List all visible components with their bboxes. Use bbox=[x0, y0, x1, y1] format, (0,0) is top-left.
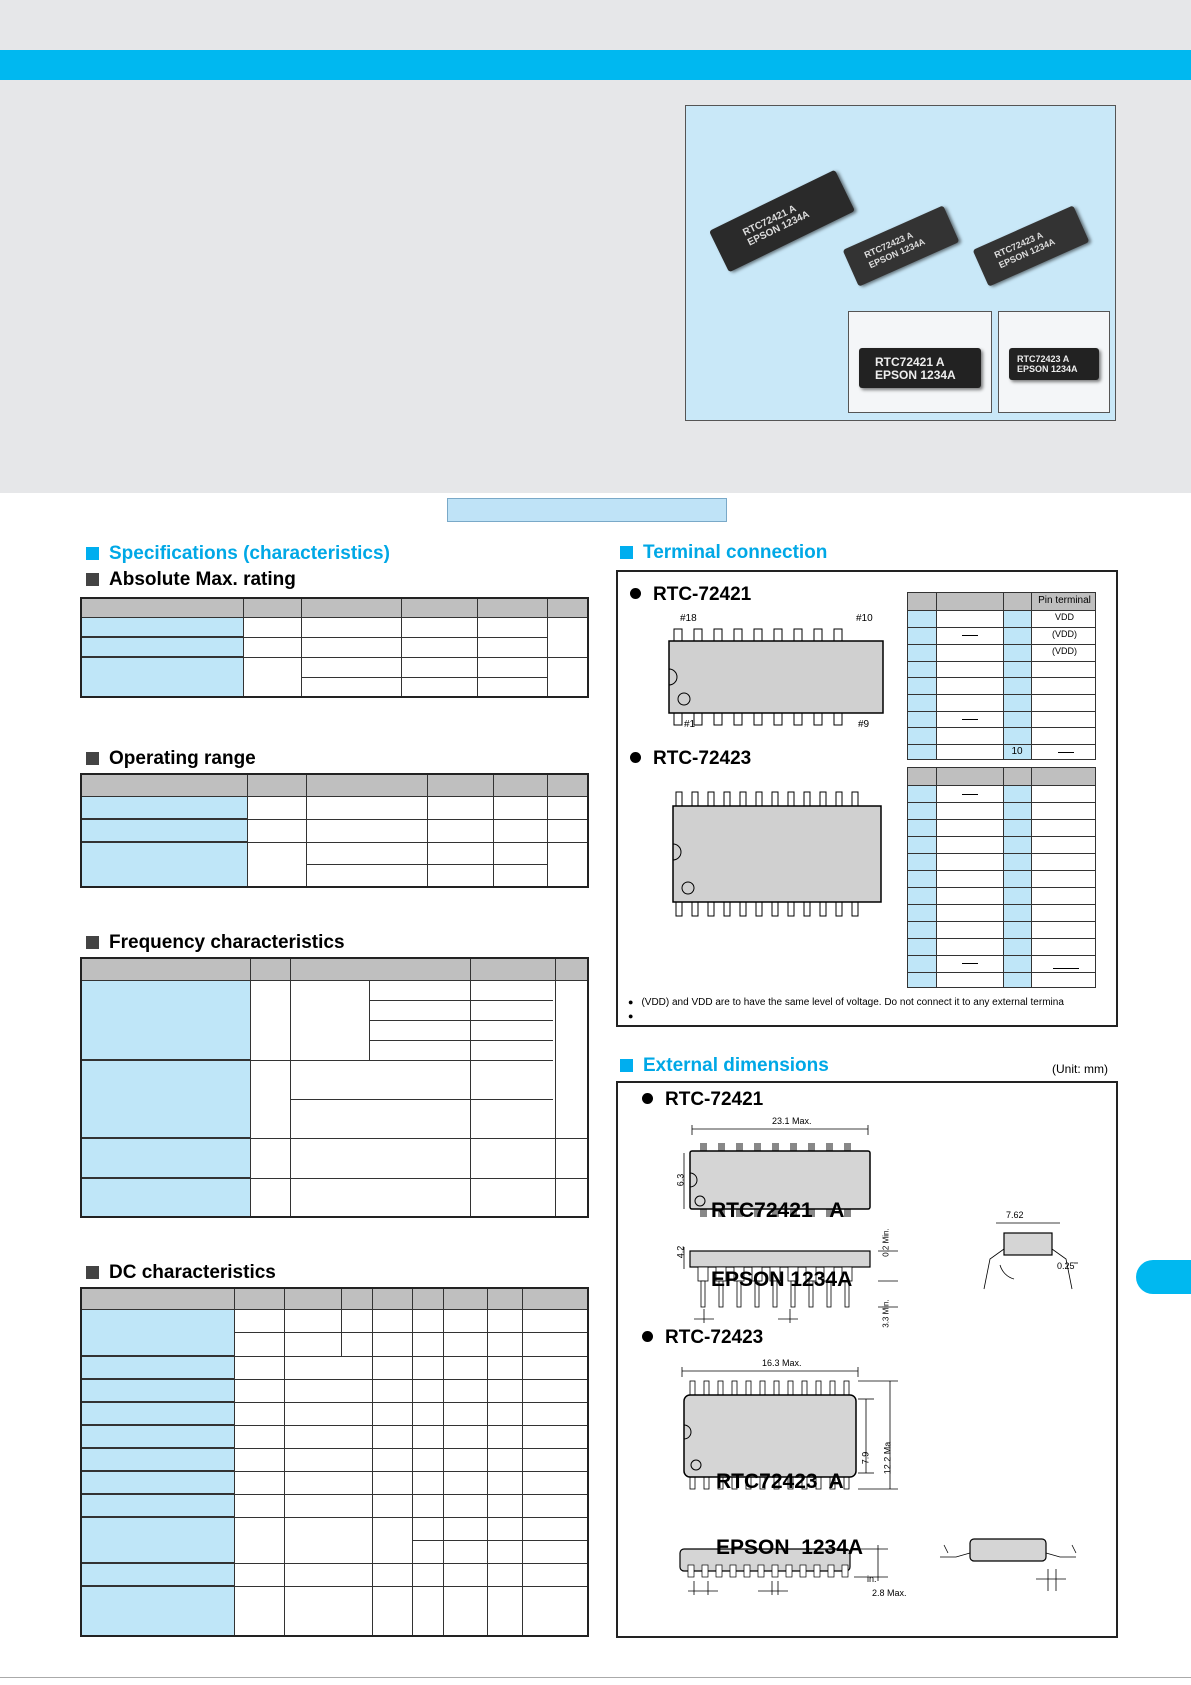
dim-model-72423-text: RTC-72423 bbox=[665, 1327, 764, 1348]
dc-table bbox=[80, 1287, 589, 1637]
dim-72421-marking bbox=[711, 1153, 852, 1337]
dim-23-1: 23.1 Max. bbox=[772, 1116, 812, 1126]
absolute-max-title-text: Absolute Max. rating bbox=[109, 569, 296, 590]
pin-label-10: #10 bbox=[856, 613, 873, 624]
pin-vdd-paren: (VDD) bbox=[1052, 629, 1077, 639]
dim-7-62: 7.62 bbox=[1006, 1210, 1024, 1220]
bottom-rule bbox=[0, 1677, 1191, 1678]
pin-label-1: #1 bbox=[684, 719, 696, 730]
subsection-marker-icon bbox=[86, 573, 99, 586]
dim-6-3: 6.3 bbox=[675, 1173, 686, 1187]
pin-number-10: 10 bbox=[1011, 746, 1023, 757]
dim-3-3: 3.3 Min. bbox=[881, 1299, 891, 1328]
pin-label-18: #18 bbox=[680, 613, 697, 624]
dim-0-2: 0.2 Min. bbox=[881, 1228, 891, 1257]
frequency-title-text: Frequency characteristics bbox=[109, 932, 345, 953]
chip-photo-dip bbox=[709, 170, 855, 273]
terminal-title bbox=[620, 542, 827, 564]
pin-table-header: Pin terminal bbox=[1038, 595, 1091, 606]
chip-marking: RTC72421 A EPSON 1234A bbox=[875, 355, 956, 382]
dc-title-text: DC characteristics bbox=[109, 1262, 276, 1283]
section-tab-bar bbox=[447, 498, 727, 522]
dim-0-25: 0.25 bbox=[1057, 1261, 1075, 1271]
dim-72421-marking-line1: RTC72421 A bbox=[711, 1199, 845, 1222]
dim-in: in. bbox=[867, 1574, 877, 1584]
terminal-title-text: Terminal connection bbox=[643, 542, 828, 563]
dimensions-title-text: External dimensions bbox=[643, 1055, 829, 1076]
dim-72423-marking-line1: RTC72423 A bbox=[716, 1470, 844, 1493]
photo-inset-1 bbox=[848, 311, 992, 413]
bullet-icon bbox=[642, 1093, 653, 1104]
chip-marking: RTC72423 A EPSON 1234A bbox=[1017, 354, 1078, 374]
external-dimensions-frame bbox=[616, 1081, 1118, 1638]
frequency-title bbox=[86, 932, 345, 954]
product-photo-panel bbox=[685, 105, 1116, 421]
pin-vdd-paren: (VDD) bbox=[1052, 646, 1077, 656]
absolute-max-title bbox=[86, 569, 296, 591]
section-marker-icon bbox=[620, 1059, 633, 1072]
side-tab bbox=[1136, 1260, 1191, 1294]
chip-marking: RTC72423 A EPSON 1234A bbox=[992, 229, 1057, 271]
chip-photo-sop-2 bbox=[973, 205, 1090, 286]
dc-title bbox=[86, 1262, 276, 1284]
chip-photo-sop-1 bbox=[843, 205, 960, 286]
terminal-connection-frame bbox=[616, 570, 1118, 1027]
section-marker-icon bbox=[620, 546, 633, 559]
terminal-model-72423 bbox=[630, 748, 751, 770]
pin-label-9: #9 bbox=[858, 719, 870, 730]
frequency-table bbox=[80, 957, 589, 1218]
dim-7-9: 7.9 bbox=[860, 1451, 871, 1465]
pin-vdd: VDD bbox=[1054, 612, 1074, 622]
absolute-max-table bbox=[80, 597, 589, 698]
dim-72423-marking-line2: EPSON 1234A bbox=[716, 1536, 864, 1559]
operating-range-title-text: Operating range bbox=[109, 748, 256, 769]
dim-72421-marking-line2: EPSON 1234A bbox=[711, 1268, 853, 1291]
subsection-marker-icon bbox=[86, 936, 99, 949]
dimensions-title bbox=[620, 1055, 829, 1077]
operating-range-table bbox=[80, 773, 589, 888]
bullet-icon bbox=[630, 752, 641, 763]
header-bar bbox=[0, 50, 1191, 80]
chip-marking: RTC72423 A EPSON 1234A bbox=[862, 229, 927, 271]
dim-model-72421-text: RTC-72421 bbox=[665, 1089, 764, 1110]
terminal-model-72421-text: RTC-72421 bbox=[653, 584, 752, 605]
bullet-icon bbox=[630, 588, 641, 599]
dim-4-2: 4.2 bbox=[675, 1245, 686, 1259]
specifications-title bbox=[86, 543, 390, 565]
pin-table-72423 bbox=[907, 767, 1096, 988]
dim-72423-marking bbox=[716, 1427, 863, 1603]
chip-marking: RTC72421 A EPSON 1234A bbox=[741, 203, 812, 249]
terminal-model-72423-text: RTC-72423 bbox=[653, 748, 752, 769]
dim-2-8: 2.8 Max. bbox=[872, 1588, 907, 1598]
sop-24-diagram bbox=[672, 790, 902, 930]
terminal-model-72421 bbox=[630, 584, 751, 606]
specifications-title-text: Specifications (characteristics) bbox=[109, 543, 390, 564]
photo-inset-2 bbox=[998, 311, 1110, 413]
subsection-marker-icon bbox=[86, 1266, 99, 1279]
dim-model-72423 bbox=[642, 1327, 763, 1349]
dim-model-72421 bbox=[642, 1089, 763, 1111]
terminal-note-1-text: (VDD) and VDD are to have the same level of voltage. Do not connect it to any external termina bbox=[641, 997, 1064, 1008]
dim-12-2: 12.2 Ma bbox=[882, 1441, 893, 1475]
terminal-note-2: ● bbox=[628, 1011, 634, 1021]
pin-table-72421 bbox=[907, 592, 1096, 760]
dip-end-view bbox=[978, 1219, 1078, 1299]
section-marker-icon bbox=[86, 547, 99, 560]
dip-18-diagram bbox=[668, 625, 888, 733]
dimensions-unit: (Unit: mm) bbox=[1052, 1062, 1108, 1076]
sop-end-view bbox=[936, 1531, 1086, 1601]
dim-16-3: 16.3 Max. bbox=[762, 1358, 802, 1368]
bullet-icon bbox=[642, 1331, 653, 1342]
subsection-marker-icon bbox=[86, 752, 99, 765]
operating-range-title bbox=[86, 748, 256, 770]
terminal-note-1: ● (VDD) and VDD are to have the same level of voltage. Do not connect it to any external termina bbox=[628, 997, 1064, 1008]
